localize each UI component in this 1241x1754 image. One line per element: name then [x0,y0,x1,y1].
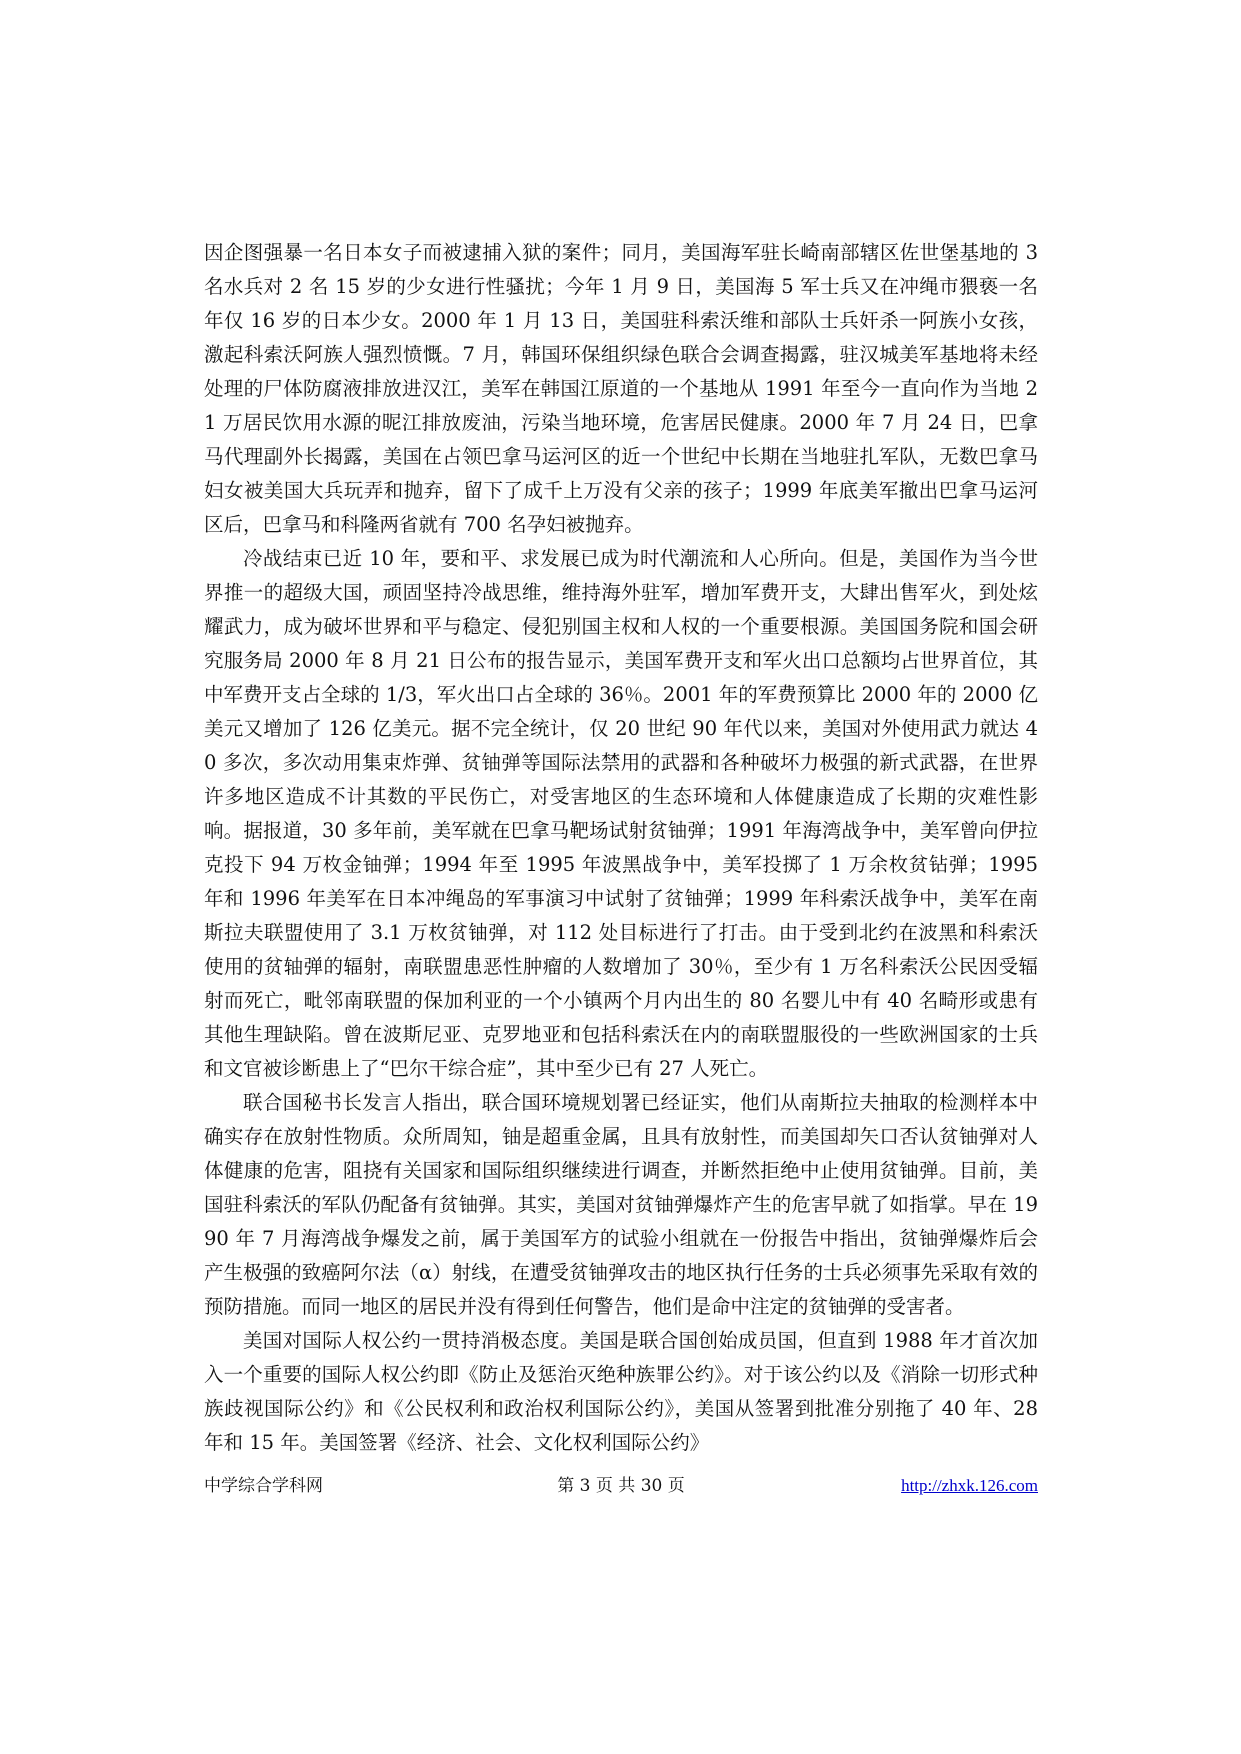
page-footer [204,1472,1038,1500]
paragraph-human-rights-conventions: 美国对国际人权公约一贯持消极态度。美国是联合国创始成员国，但直到 1988 年才首次加入一个重要的国际人权公约即《防止及惩治灭绝种族罪公约》。对于该公约以及《消除一切形式种族歧视国际公约》和《公民权利和政治权利国际公约》，美国从签署到批准分别拖了 40 年、28 年和 15 年。美国签署《经济、社会、文化权利国际公约》 [204,1329,1038,1454]
footer-site-name: 中学综合学科网 [204,1476,323,1496]
paragraph-cold-war-military: 冷战结束已近 10 年，要和平、求发展已成为时代潮流和人心所向。但是，美国作为当今世界推一的超级大国，顽固坚持冷战思维，维持海外驻军，增加军费开支，大肆出售军火，到处炫耀武力，成为破坏世界和平与稳定、侵犯别国主权和人权的一个重要根源。美国国务院和国会研究服务局 2000 年 8 月 21 日公布的报告显示，美国军费开支和军火出口总额均占世界首位，其中军费开支占全球的 1/3，军火出口占全球的 36％。2001 年的军费预算比 2000 年的 2000 亿美元又增加了 126 亿美元。据不完全统计，仅 20 世纪 90 年代以来，美国对外使用武力就达 40 多次，多次动用集束炸弹、贫铀弹等国际法禁用的武器和各种破坏力极强的新式武器，在世界许多地区造成不计其数的平民伤亡，对受害地区的生态环境和人体健康造成了长期的灾难性影响。据报道，30 多年前，美军就在巴拿马靶场试射贫铀弹；1991 年海湾战争中，美军曾向伊拉克投下 94 万枚金铀弹；1994 年至 1995 年波黑战争中，美军投掷了 1 万余枚贫钻弹；1995 年和 1996 年美军在日本冲绳岛的军事演习中试射了贫铀弹；1999 年科索沃战争中，美军在南斯拉夫联盟使用了 3.1 万枚贫铀弹，对 112 处目标进行了打击。由于受到北约在波黑和科索沃使用的贫轴弹的辐射，南联盟患恶性肿瘤的人数增加了 30％，至少有 1 万名科索沃公民因受辐射而死亡，毗邻南联盟的保加利亚的一个小镇两个月内出生的 80 名婴儿中有 40 名畸形或患有其他生理缺陷。曾在波斯尼亚、克罗地亚和包括科索沃在内的南联盟服役的一些欧洲国家的士兵和文官被诊断患上了“巴尔干综合症”，其中至少已有 27 人死亡。 [204,547,1038,1080]
document-body [204,236,1038,1460]
paragraph-continued: 因企图强暴一名日本女子而被逮捕入狱的案件；同月，美国海军驻长崎南部辖区佐世堡基地的 3 名水兵对 2 名 15 岁的少女进行性骚扰；今年 1 月 9 日，美国海 5 军士兵又在冲绳市猥亵一名年仅 16 岁的日本少女。2000 年 1 月 13 日，美国驻科索沃维和部队士兵奸杀一阿族小女孩，激起科索沃阿族人强烈愤慨。7 月，韩国环保组织绿色联合会调查揭露，驻汉城美军基地将未经处理的尸体防腐液排放进汉江，美军在韩国江原道的一个基地从 1991 年至今一直向作为当地 21 万居民饮用水源的昵江排放废油，污染当地环境，危害居民健康。2000 年 7 月 24 日，巴拿马代理副外长揭露，美国在占领巴拿马运河区的近一个世纪中长期在当地驻扎军队，无数巴拿马妇女被美国大兵玩弄和抛弃，留下了成千上万没有父亲的孩子；1999 年底美军撤出巴拿马运河区后，巴拿马和科隆两省就有 700 名孕妇被抛弃。 [204,241,1038,536]
paragraph-depleted-uranium: 联合国秘书长发言人指出，联合国环境规划署已经证实，他们从南斯拉夫抽取的检测样本中确实存在放射性物质。众所周知，铀是超重金属，且具有放射性，而美国却矢口否认贫铀弹对人体健康的危害，阻挠有关国家和国际组织继续进行调查，并断然拒绝中止使用贫铀弹。目前，美国驻科索沃的军队仍配备有贫铀弹。其实，美国对贫铀弹爆炸产生的危害早就了如指掌。早在 1990 年 7 月海湾战争爆发之前，属于美国军方的试验小组就在一份报告中指出，贫铀弹爆炸后会产生极强的致癌阿尔法（α）射线，在遭受贫铀弹攻击的地区执行任务的士兵必须事先采取有效的预防措施。而同一地区的居民并没有得到任何警告，他们是命中注定的贫铀弹的受害者。 [204,1091,1038,1318]
footer-page-number: 第 3 页 共 30 页 [557,1476,685,1496]
footer-url-link[interactable]: http://zhxk.126.com [901,1476,1038,1495]
